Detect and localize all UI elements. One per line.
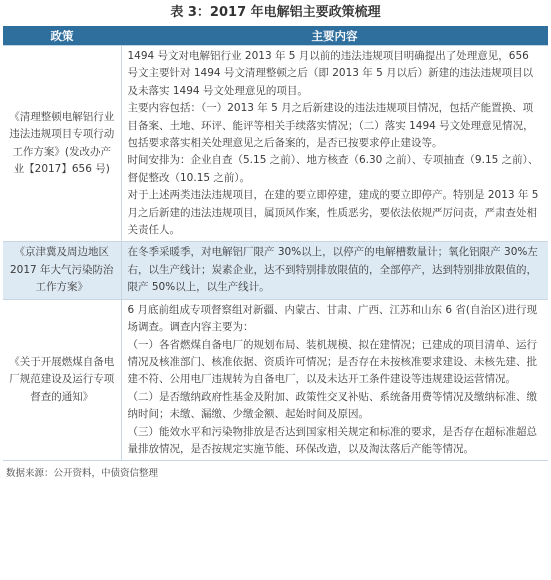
content-paragraph: （一）各省燃煤自备电厂的规划布局、装机规模、拟在建情况；已建成的项目清单、运行情况及核准部门、核准依据、资质许可情况；是否存在未按核准要求建设、未核先建、批建不符、公用电厂违规转为自备电厂，以及未达开工条件建设等违规建设运营情况。 (127, 338, 537, 386)
content-paragraph: 对于上述两类违法违规项目，在建的要立即停建，建成的要立即停产。特别是 2013 年 5 月之后新建的违法违规项目，属顶风作案，性质恶劣，要依法依规严厉问责，严肃查处相关责任人。 (127, 189, 539, 237)
table-header-row (3, 26, 548, 46)
content-paragraph: 主要内容包括：（一）2013 年 5 月之后新建设的违法违规项目情况，包括产能置换、项目备案、土地、环评、能评等相关手续落实情况；（二）落实 1494 号文处理意见情况，包括要求落实相关处理意见之后备案的，是否已按要求停止建设等。 (127, 102, 534, 150)
column-header-content: 主要内容 (121, 26, 548, 46)
content-paragraph: 1494 号文对电解铝行业 2013 年 5 月以前的违法违规项目明确提出了处理意见，656 号文主要针对 1494 号文清理整顿之后（即 2013 年 5 月以后）新建的违法违规项目以及未落实 1494 号文处理意见的项目。 (127, 50, 534, 97)
column-header-policy: 政策 (3, 26, 121, 46)
content-paragraph: 在冬季采暖季，对电解铝厂限产 30%以上，以停产的电解槽数量计；氧化铝限产 30%左右，以生产线计；炭素企业，达不到特别排放限值的，全部停产，达到特别排放限值的，限产 50%以上，以生产线计。 (127, 246, 538, 294)
policy-name-cell: 《清理整顿电解铝行业违法违规项目专项行动工作方案》(发改办产业【2017】656 号) (3, 46, 121, 242)
content-paragraph: （二）是否缴纳政府性基金及附加、政策性交叉补贴、系统备用费等情况及缴纳标准、缴纳时间；未缴、漏缴、少缴金额、起始时间及原因。 (127, 390, 537, 421)
policy-name-cell: 《关于开展燃煤自备电厂规范建设及运行专项督查的通知》 (3, 299, 121, 461)
table-row (3, 299, 548, 461)
policy-content-cell (121, 242, 548, 299)
source-note: 数据来源：公开资料，中债资信整理 (6, 468, 159, 480)
table-row (3, 242, 548, 299)
policy-content-cell (121, 46, 548, 242)
policy-table (3, 26, 548, 461)
policy-content-cell (121, 299, 548, 461)
table-title: 表 3：2017 年电解铝主要政策梳理 (170, 5, 381, 20)
content-paragraph: 6 月底前组成专项督察组对新疆、内蒙古、甘肃、广西、江苏和山东 6 省(自治区)进行现场调查。调查内容主要为： (127, 303, 538, 334)
policy-name-cell: 《京津冀及周边地区 2017 年大气污染防治工作方案》 (3, 242, 121, 299)
table-row (3, 46, 548, 242)
content-paragraph: （三）能效水平和污染物排放是否达到国家相关规定和标准的要求，是否存在超标准超总量排放情况，是否按规定实施节能、环保改造，以及淘汰落后产能等情况。 (127, 425, 537, 455)
content-paragraph: 时间安排为：企业自查（5.15 之前）、地方核查（6.30 之前）、专项抽查（9.15 之前）、督促整改（10.15 之前）。 (127, 154, 539, 184)
